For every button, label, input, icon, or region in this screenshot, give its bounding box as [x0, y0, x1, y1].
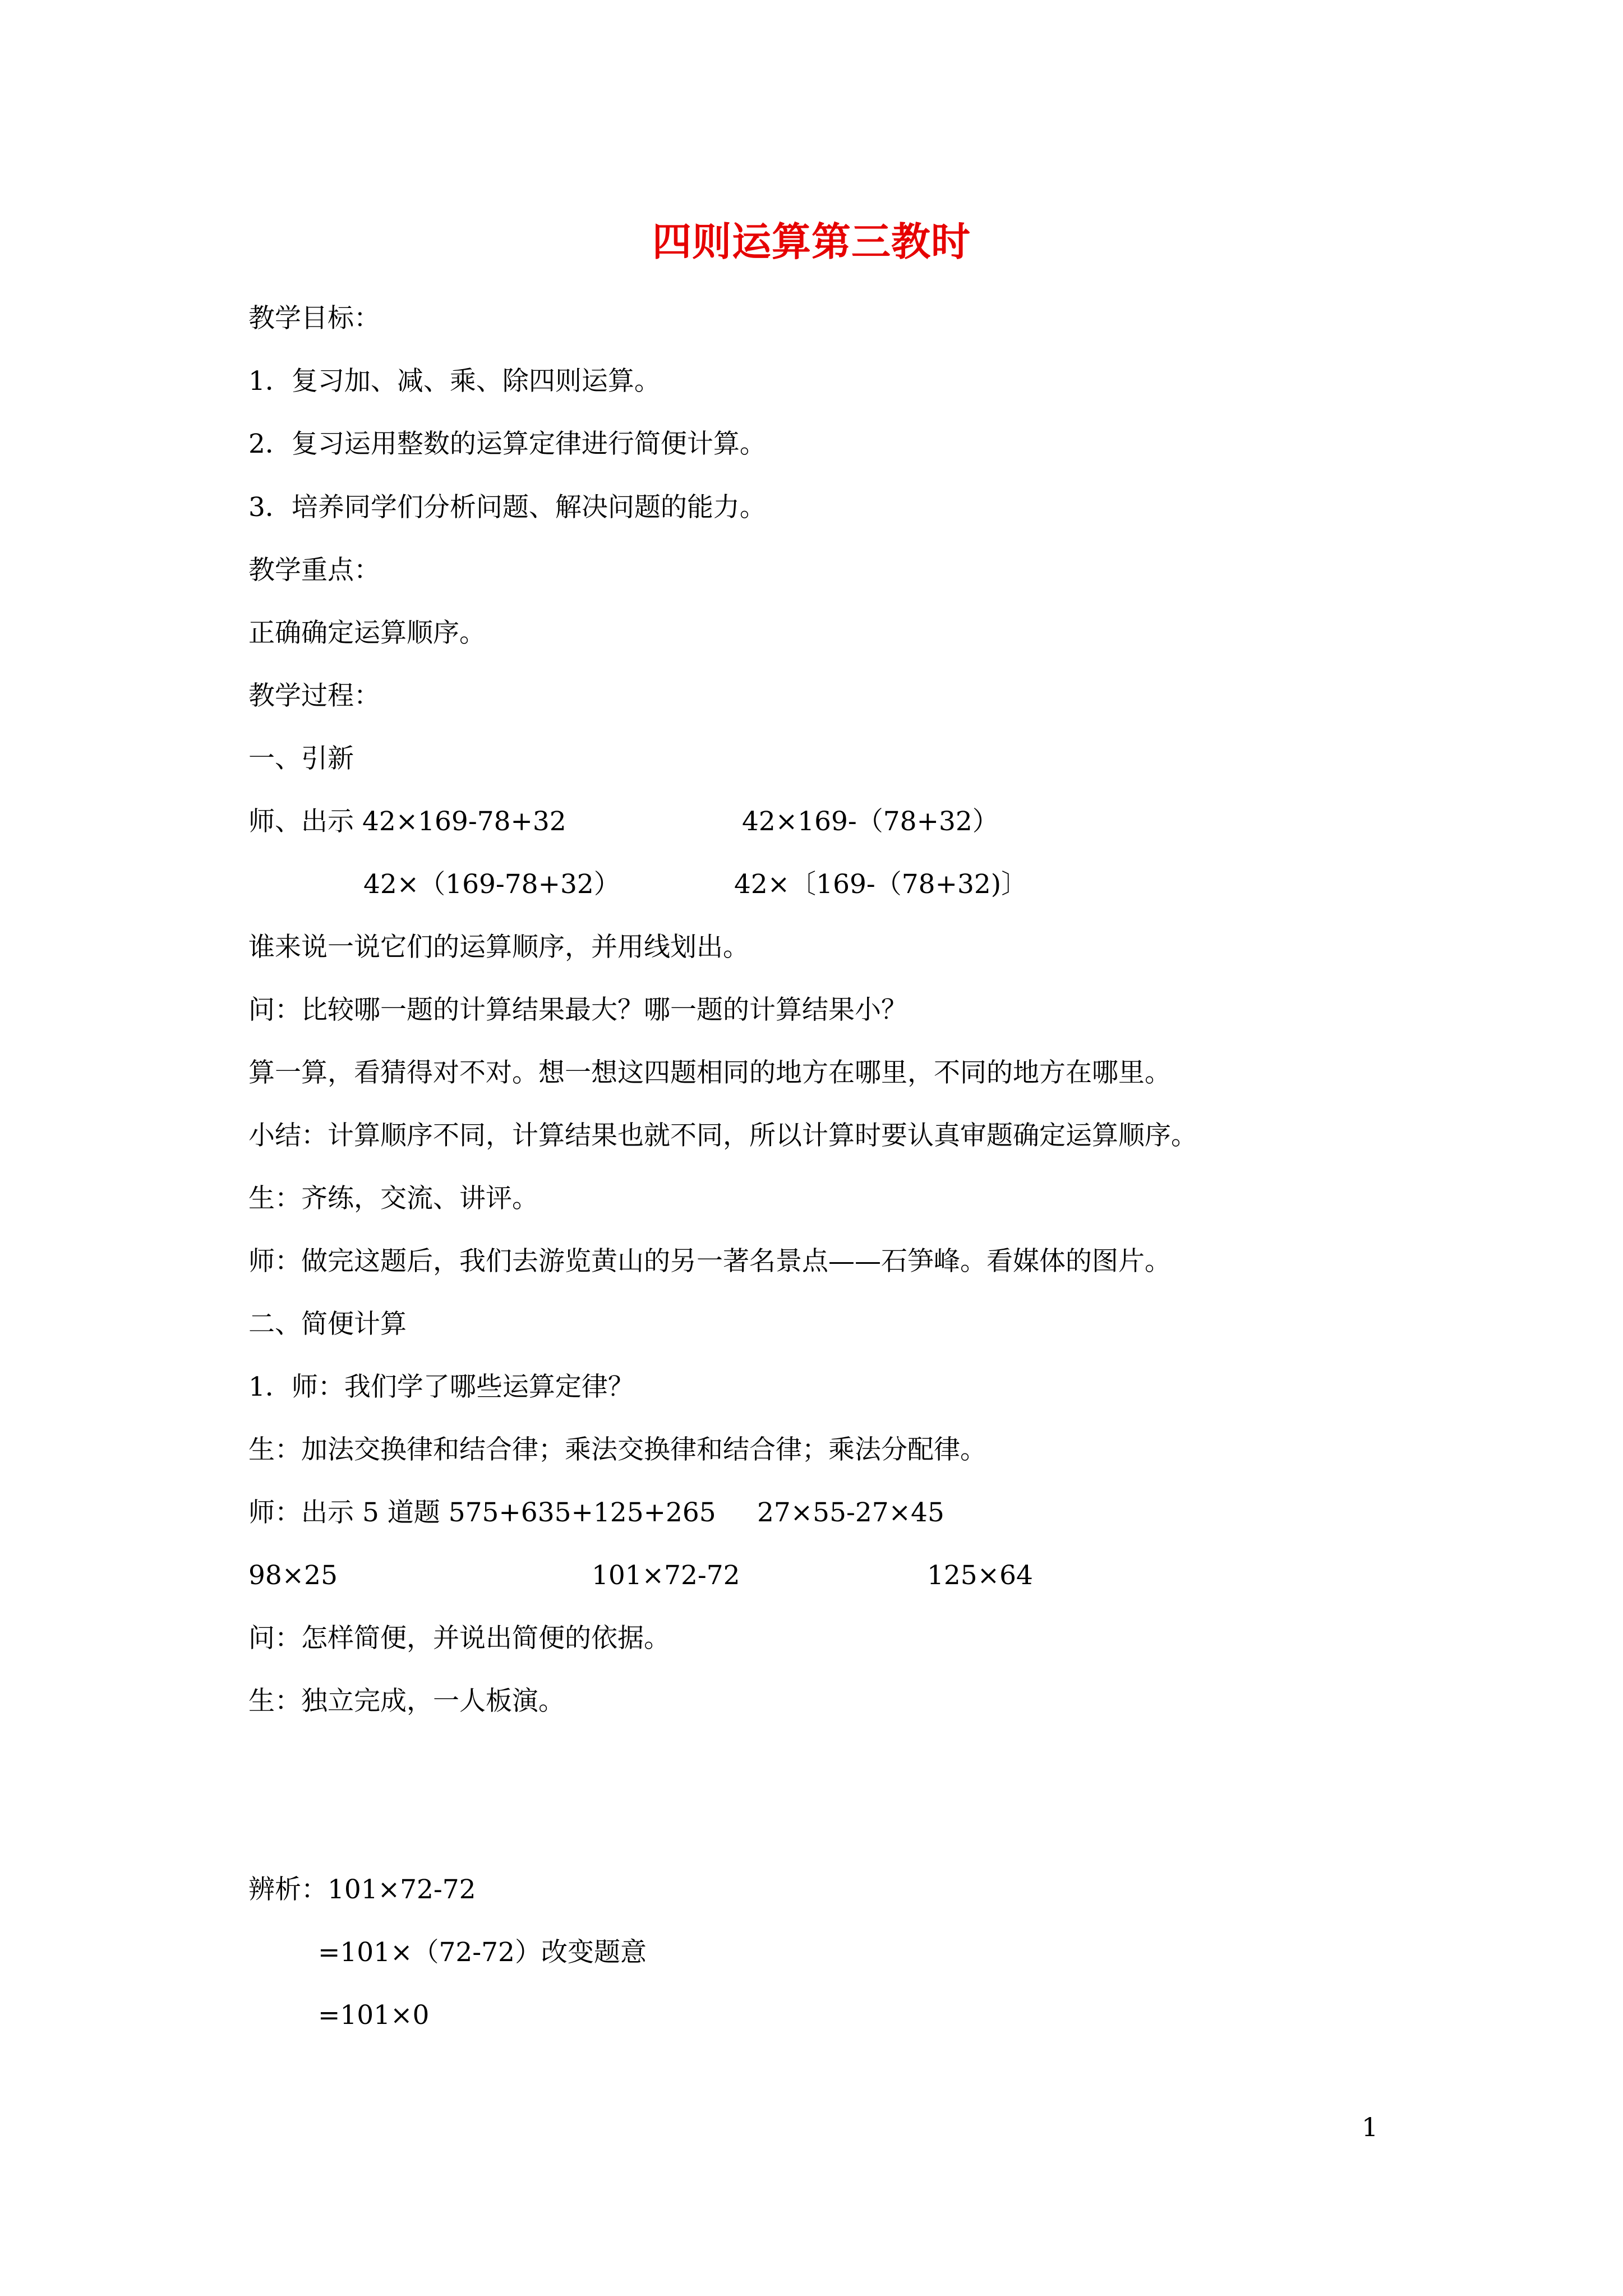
- expression-3: 42×（169-78+32）: [363, 869, 620, 900]
- paragraph: 谁来说一说它们的运算顺序，并用线划出。: [248, 932, 749, 963]
- problem-2: 27×55-27×45: [757, 1497, 944, 1528]
- objectives-heading: 教学目标：: [248, 303, 380, 334]
- analysis-line: =101×0: [318, 2000, 430, 2031]
- expression-4: 42×〔169-（78+32)〕: [734, 869, 1028, 900]
- objective-item: 2．复习运用整数的运算定律进行简便计算。: [248, 429, 766, 459]
- analysis-line: =101×（72-72）改变题意: [318, 1937, 647, 1968]
- paragraph: 算一算，看猜得对不对。想一想这四题相同的地方在哪里，不同的地方在哪里。: [248, 1057, 1171, 1088]
- paragraph: 小结：计算顺序不同，计算结果也就不同，所以计算时要认真审题确定运算顺序。: [248, 1120, 1197, 1151]
- problem-1: 师：出示 5 道题 575+635+125+265: [248, 1497, 716, 1528]
- objective-item: 1．复习加、减、乘、除四则运算。: [248, 366, 661, 397]
- expression-1: 师、出示 42×169-78+32: [248, 806, 566, 837]
- problem-3: 98×25: [248, 1560, 338, 1591]
- paragraph: 生：齐练，交流、讲评。: [248, 1183, 538, 1214]
- problem-4: 101×72-72: [592, 1560, 740, 1591]
- paragraph: 师：做完这题后，我们去游览黄山的另一著名景点——石笋峰。看媒体的图片。: [248, 1246, 1171, 1277]
- paragraph: 1．师：我们学了哪些运算定律？: [248, 1372, 634, 1402]
- page-number: 1: [1362, 2112, 1378, 2142]
- expression-2: 42×169-（78+32）: [742, 806, 999, 837]
- keypoint-text: 正确确定运算顺序。: [248, 618, 486, 648]
- keypoint-heading: 教学重点：: [248, 555, 380, 586]
- section-heading-simplify: 二、简便计算: [248, 1309, 407, 1340]
- page-title: 四则运算第三教时: [652, 218, 971, 265]
- paragraph: 生：独立完成，一人板演。: [248, 1686, 565, 1717]
- problem-5: 125×64: [927, 1560, 1033, 1591]
- paragraph: 问：比较哪一题的计算结果最大？哪一题的计算结果小？: [248, 995, 907, 1025]
- process-heading: 教学过程：: [248, 680, 380, 711]
- paragraph: 生：加法交换律和结合律；乘法交换律和结合律；乘法分配律。: [248, 1434, 986, 1465]
- section-heading-intro: 一、引新: [248, 743, 354, 774]
- objective-item: 3．培养同学们分析问题、解决问题的能力。: [248, 492, 766, 523]
- analysis-line: 辨析：101×72-72: [248, 1874, 476, 1905]
- paragraph: 问：怎样简便，并说出简便的依据。: [248, 1623, 670, 1654]
